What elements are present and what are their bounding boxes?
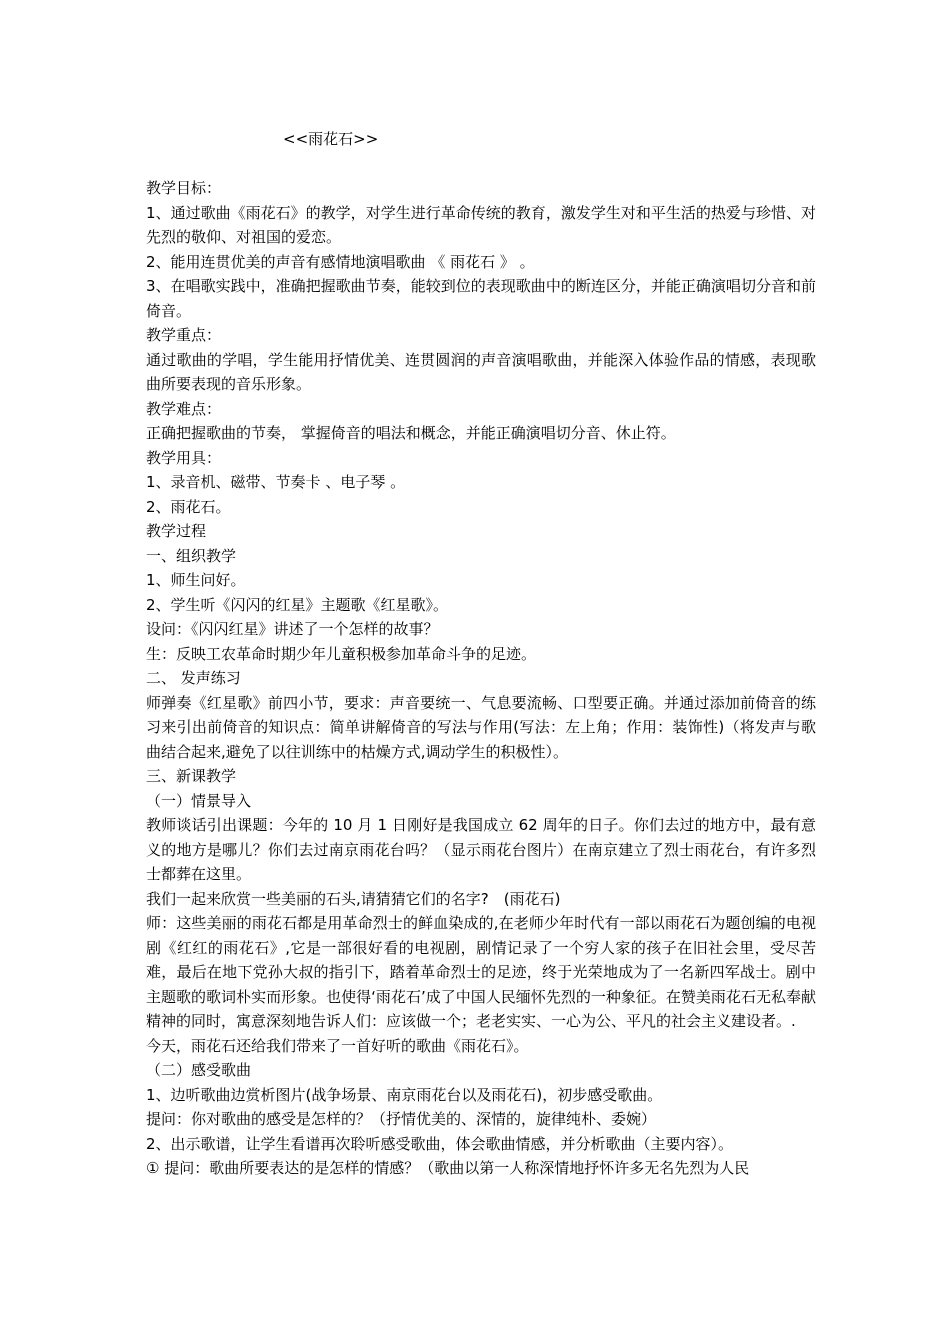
paragraph: 1、通过歌曲《雨花石》的教学，对学生进行革命传统的教育，激发学生对和平生活的热爱与珍惜、对先烈的敬仰、对祖国的爱恋。 [146, 203, 816, 246]
paragraph: 教师谈话引出课题：今年的 10 月 1 日刚好是我国成立 62 周年的日子。你们去过的地方中，最有意义的地方是哪儿？你们去过南京雨花台吗？（显示雨花台图片）在南京建立了烈士雨花台，有许多烈士都葬在这里。 [146, 816, 816, 883]
paragraph: 生：反映工农革命时期少年儿童积极参加革命斗争的足迹。 [146, 644, 537, 663]
paragraph: 2、学生听《闪闪的红星》主题歌《红星歌》。 [146, 595, 449, 614]
paragraph: 教学难点： [146, 399, 222, 418]
paragraph: 设问：《闪闪红星》讲述了一个怎样的故事？ [146, 620, 439, 638]
paragraph: 师：这些美丽的雨花石都是用革命烈士的鲜血染成的,在老师少年时代有一部以雨花石为题创编的电视剧《红红的雨花石》,它是一部很好看的电视剧，剧情记录了一个穷人家的孩子在旧社会里，受尽苦难，最后在地下党孙大叔的指引下，踏着革命烈士的足迹，终于光荣地成为了一名新四军战士。剧中主题歌的歌词朴实而形象。也使得‘雨花石’成了中国人民缅怀先烈的一种象征。在赞美雨花石无私奉献精神的同时，寓意深刻地告诉人们：应该做一个；老老实实、一心为公、平凡的社会主义建设者。. [146, 914, 816, 1030]
paragraph: 1、录音机、磁带、节奏卡 、电子琴 。 [146, 473, 406, 491]
paragraph: 教学重点： [146, 326, 222, 344]
paragraph: 3、在唱歌实践中，准确把握歌曲节奏，能较到位的表现歌曲中的断连区分，并能正确演唱切分音和前倚音。 [146, 277, 816, 320]
paragraph: 教学过程 [146, 522, 207, 540]
paragraph: 1、边听歌曲边赏析图片(战争场景、南京雨花台以及雨花石)，初步感受歌曲。 [146, 1085, 663, 1104]
paragraph: 2、能用连贯优美的声音有感情地演唱歌曲 《 雨花石 》 。 [146, 252, 535, 271]
paragraph: 教学用具： [146, 448, 222, 467]
paragraph: 三、新课教学 [146, 767, 237, 785]
paragraph: （一）情景导入 [146, 791, 252, 810]
paragraph: 我们一起来欣赏一些美丽的石头,请猜猜它们的名字? (雨花石) [146, 889, 561, 908]
paragraph: 1、师生问好。 [146, 571, 246, 589]
paragraph: 2、雨花石。 [146, 497, 231, 516]
paragraph: 二、 发声练习 [146, 669, 241, 687]
document-body [146, 176, 816, 1181]
page-title: <<雨花石>> [283, 130, 379, 148]
paragraph: 今天，雨花石还给我们带来了一首好听的歌曲《雨花石》。 [146, 1036, 529, 1055]
paragraph: 一、组织教学 [146, 546, 237, 565]
paragraph: 教学目标： [146, 179, 222, 197]
paragraph: （二）感受歌曲 [146, 1061, 252, 1079]
paragraph: 师弹奏《红星歌》前四小节，要求：声音要统一、气息要流畅、口型要正确。并通过添加前倚音的练习来引出前倚音的知识点：简单讲解倚音的写法与作用(写法：左上角；作用：装饰性)（将发声与歌曲结合起来,避免了以往训练中的枯燥方式,调动学生的积极性）。 [146, 693, 816, 761]
paragraph: 正确把握歌曲的节奏， 掌握倚音的唱法和概念，并能正确演唱切分音、休止符。 [146, 424, 676, 442]
paragraph: 2、出示歌谱，让学生看谱再次聆听感受歌曲，体会歌曲情感，并分析歌曲（主要内容）。 [146, 1134, 734, 1153]
paragraph: ① 提问：歌曲所要表达的是怎样的情感？（歌曲以第一人称深情地抒怀许多无名先烈为人民 [146, 1159, 750, 1177]
paragraph: 提问：你对歌曲的感受是怎样的？（抒情优美的、深情的，旋律纯朴、委婉） [146, 1110, 657, 1128]
paragraph: 通过歌曲的学唱，学生能用抒情优美、连贯圆润的声音演唱歌曲，并能深入体验作品的情感，表现歌曲所要表现的音乐形象。 [146, 350, 816, 393]
